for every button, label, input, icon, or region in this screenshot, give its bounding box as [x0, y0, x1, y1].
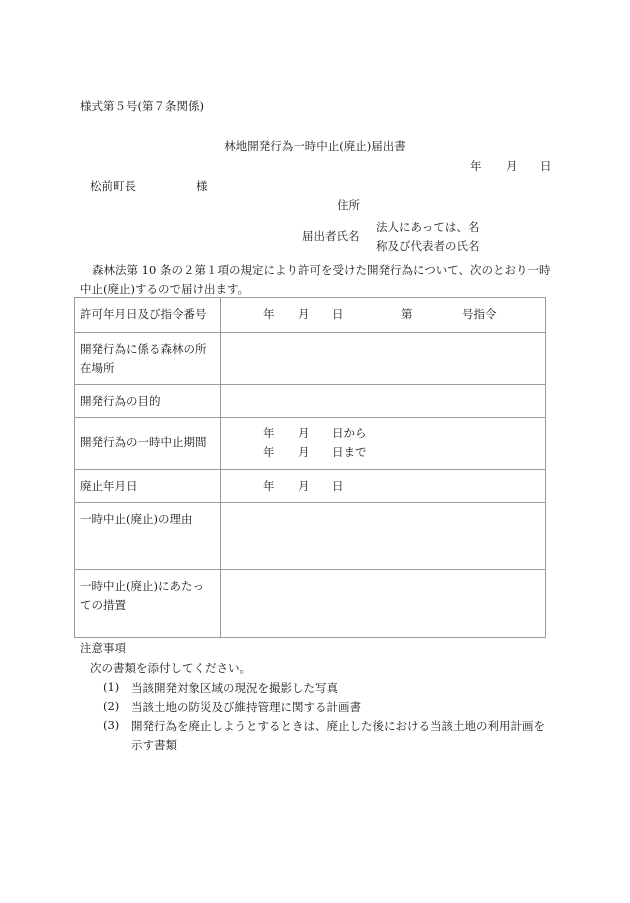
row-label-measures — [75, 570, 221, 638]
corporation-note — [376, 218, 480, 256]
body-text — [80, 261, 555, 299]
row-label-reason: 一時中止(廃止)の理由 — [75, 503, 221, 570]
applicant-name-label: 届出者氏名 — [302, 229, 360, 243]
abolition-date-cell[interactable] — [221, 470, 546, 503]
note-number: (2) — [103, 699, 120, 713]
table-row — [75, 385, 546, 418]
note-text-line-1: 開発行為を廃止しようとするときは、廃止した後における当該土地の利用計画を — [131, 719, 545, 733]
abolition-month: 月 — [298, 479, 310, 493]
table-row — [75, 570, 546, 638]
corporation-note-line-1: 法人にあっては、名 — [376, 220, 480, 234]
note-text: 当該土地の防災及び維持管理に関する計画書 — [131, 700, 361, 714]
abolition-year: 年 — [263, 479, 275, 493]
abolition-day: 日 — [332, 479, 344, 493]
address-label: 住所 — [337, 198, 360, 212]
row-label-permit: 許可年月日及び指令番号 — [75, 298, 221, 333]
table-row — [75, 470, 546, 503]
permit-month: 月 — [298, 307, 310, 321]
permit-gou: 号指令 — [462, 307, 497, 321]
addressee: 松前町長 — [90, 179, 136, 193]
purpose-value-cell[interactable] — [221, 385, 546, 418]
period-from-month: 月 — [298, 426, 310, 440]
suspension-period-cell[interactable] — [221, 418, 546, 470]
reason-value-cell[interactable] — [221, 503, 546, 570]
date-year: 年 — [470, 159, 482, 173]
note-text: 当該開発対象区域の現況を撮影した写真 — [131, 681, 338, 695]
location-value-cell[interactable] — [221, 333, 546, 385]
row-label-suspension-period: 開発行為の一時中止期間 — [75, 418, 221, 470]
measures-value-cell[interactable] — [221, 570, 546, 638]
honorific: 様 — [196, 179, 208, 193]
period-from-day: 日から — [332, 426, 367, 440]
location-label-line-2: 在場所 — [80, 361, 115, 375]
note-number: (3) — [103, 718, 120, 732]
note-number: (1) — [103, 680, 120, 694]
row-label-purpose: 開発行為の目的 — [75, 385, 221, 418]
table-row — [75, 333, 546, 385]
table-row — [75, 298, 546, 333]
permit-day: 日 — [332, 307, 344, 321]
measures-label-line-2: ての措置 — [80, 598, 126, 612]
form-number: 様式第５号(第７条関係) — [80, 99, 204, 113]
date-month: 月 — [506, 159, 518, 173]
date-day: 日 — [540, 159, 552, 173]
period-to-month: 月 — [298, 445, 310, 459]
row-label-location — [75, 333, 221, 385]
permit-value-cell[interactable] — [221, 298, 546, 333]
body-line-2: 中止(廃止)するので届け出ます。 — [80, 282, 250, 296]
location-label-line-1: 開発行為に係る森林の所 — [80, 342, 207, 356]
row-label-abolition-date: 廃止年月日 — [75, 470, 221, 503]
table-row — [75, 418, 546, 470]
body-line-1: 森林法第 10 条の２第１項の規定により許可を受けた開発行為について、次のとおり一時 — [92, 263, 551, 277]
notes-intro: 次の書類を添付してください。 — [90, 661, 251, 675]
permit-dai: 第 — [401, 307, 413, 321]
measures-label-line-1: 一時中止(廃止)にあたっ — [80, 579, 204, 593]
period-to-year: 年 — [263, 445, 275, 459]
period-to-day: 日まで — [332, 445, 367, 459]
permit-year: 年 — [263, 307, 275, 321]
table-row — [75, 503, 546, 570]
note-text-line-2: 示す書類 — [131, 738, 177, 752]
corporation-note-line-2: 称及び代表者の氏名 — [376, 239, 480, 253]
form-title: 林地開発行為一時中止(廃止)届出書 — [224, 139, 406, 153]
notes-title: 注意事項 — [80, 641, 126, 655]
notification-table — [74, 297, 546, 638]
period-from-year: 年 — [263, 426, 275, 440]
